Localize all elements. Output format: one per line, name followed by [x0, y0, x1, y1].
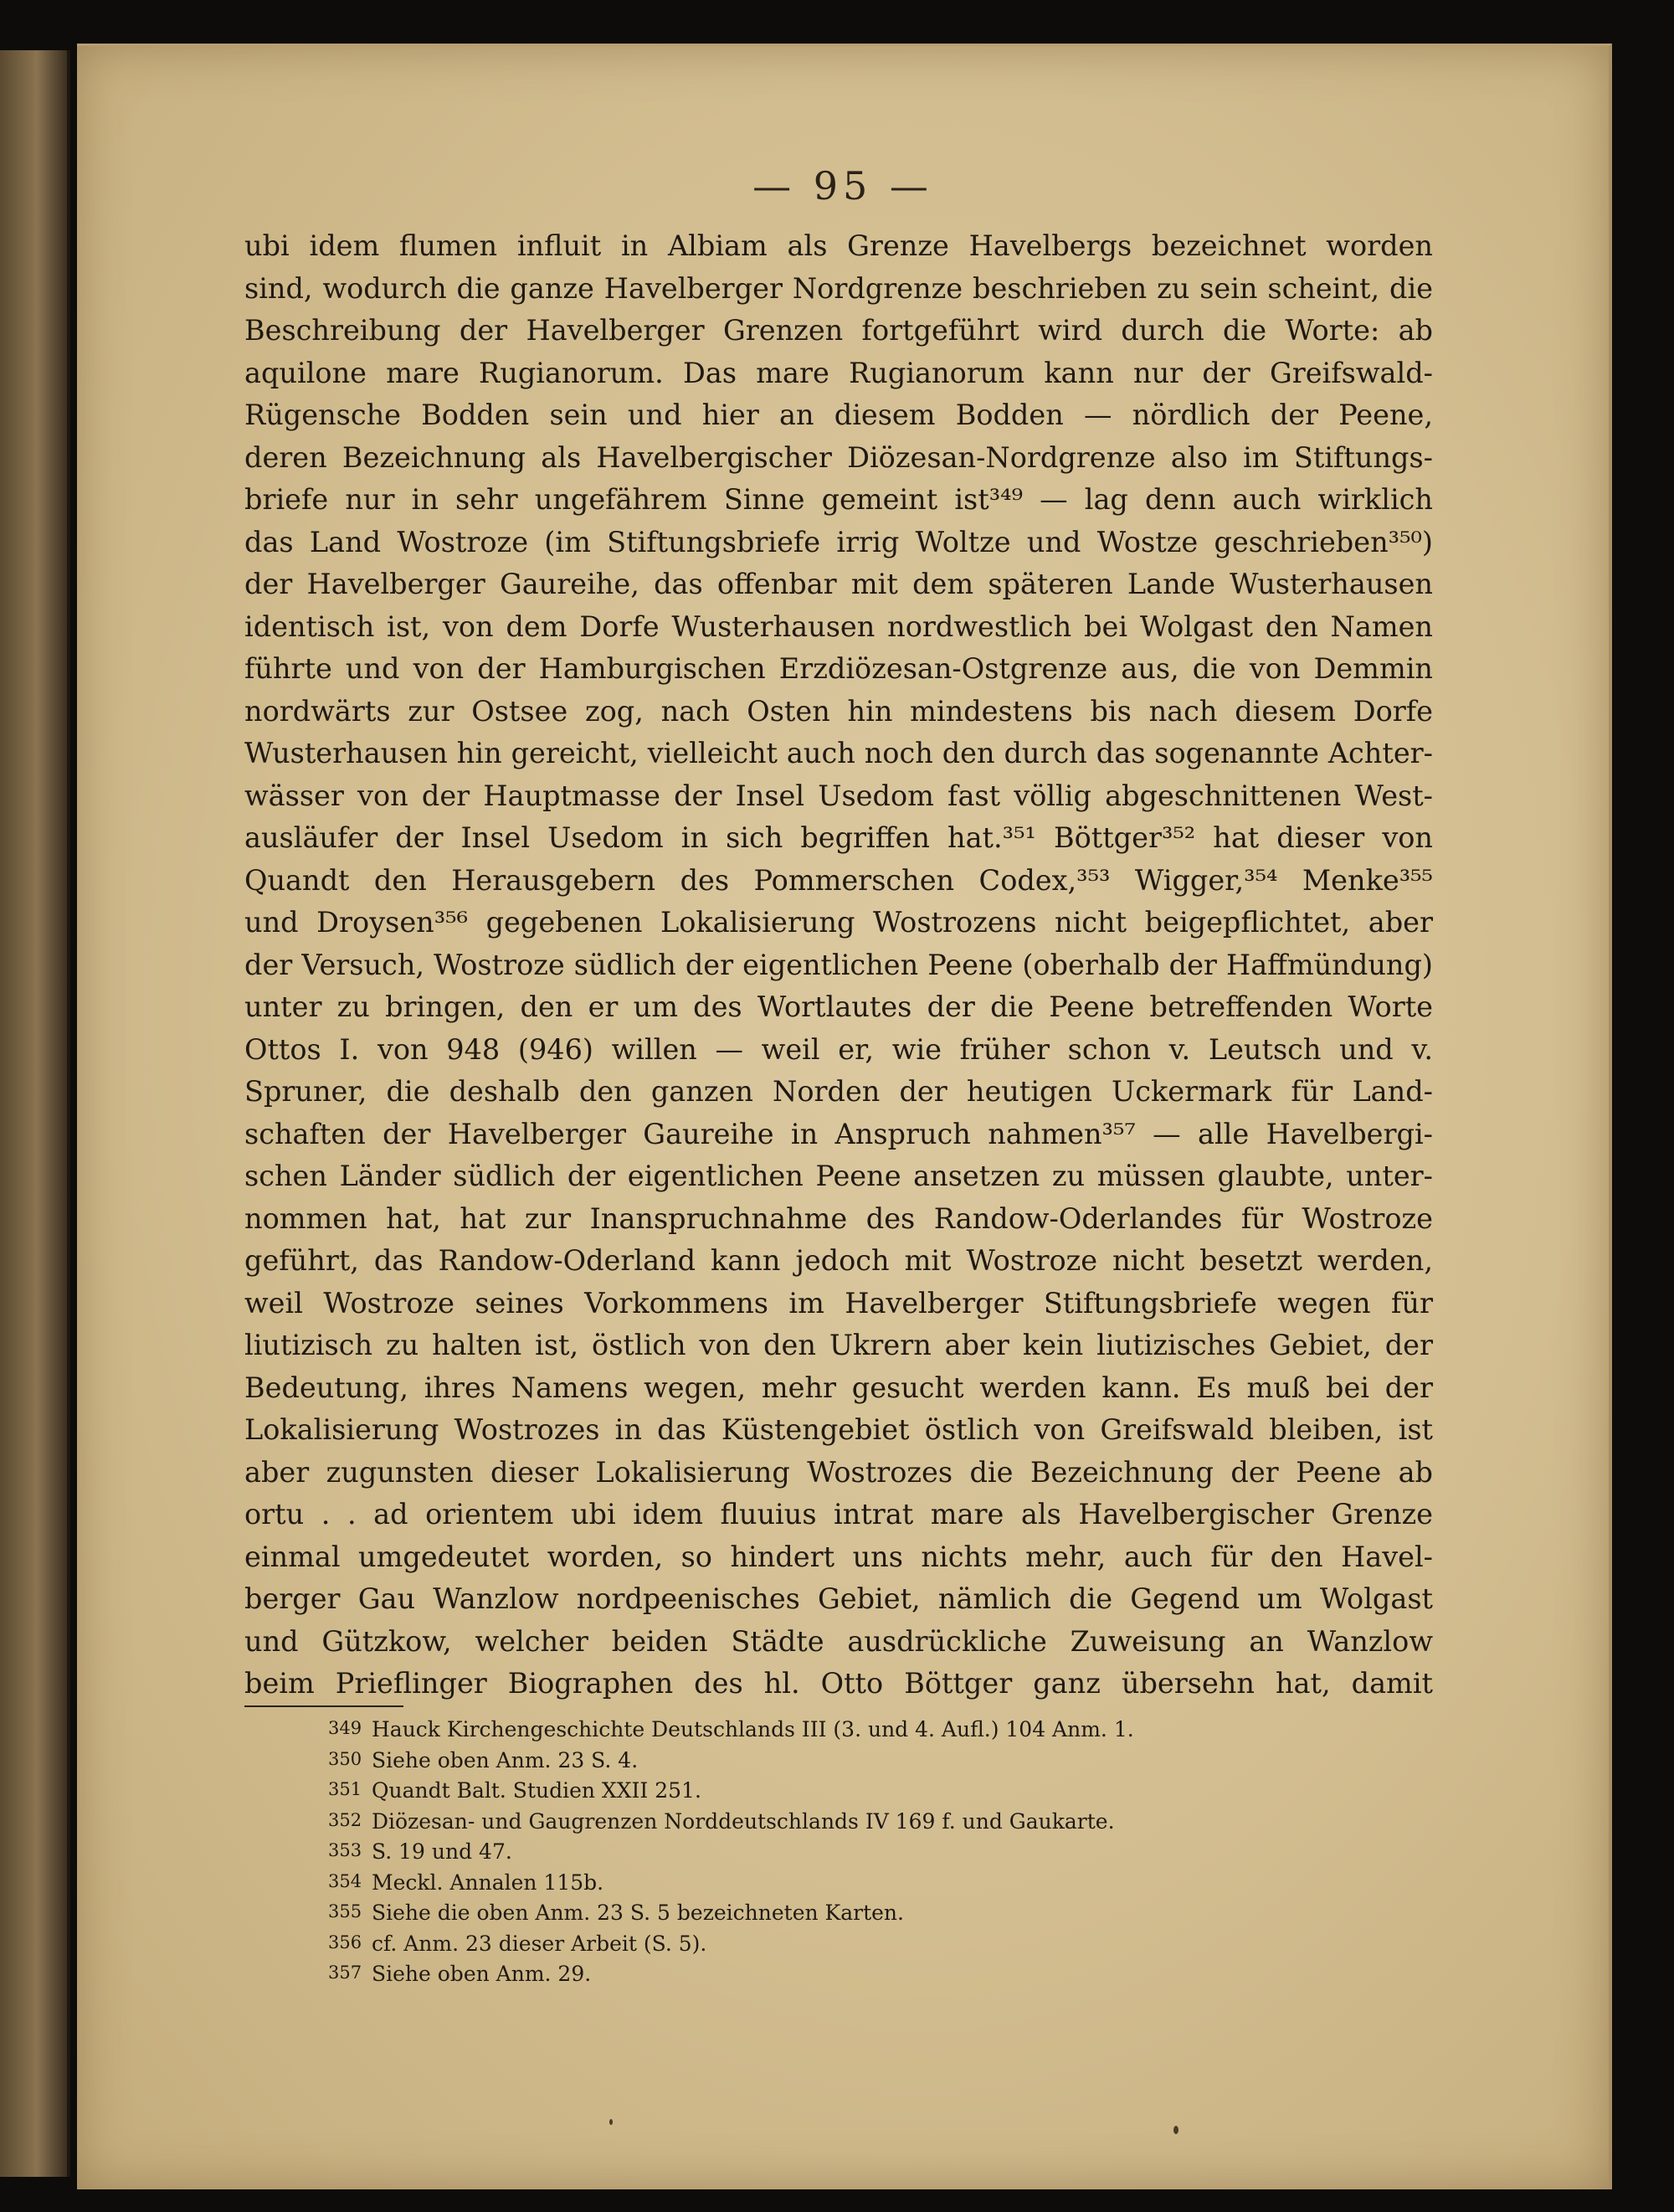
text-line: briefe nur in sehr ungefährem Sinne gemeint ist³⁴⁹ — lag denn auch wirklich	[244, 483, 1433, 516]
text-line: weil Wostroze seines Vorkommens im Havelberger Stiftungsbriefe wegen für	[244, 1286, 1433, 1319]
text-line: ortu . . ad orientem ubi idem fluuius intrat mare als Havelbergischer Grenze	[244, 1498, 1433, 1530]
text-line: nommen hat, hat zur Inanspruchnahme des Randow-Oderlandes für Wostroze	[244, 1201, 1433, 1235]
text-line: sind, wodurch die ganze Havelberger Nordgrenze beschrieben zu sein scheint, die	[244, 271, 1433, 305]
text-line: identisch ist, von dem Dorfe Wusterhausen nordwestlich bei Wolgast den Namen	[244, 610, 1433, 643]
text-line: Wusterhausen hin gereicht, vielleicht auch noch den durch das sogenannte Achter-	[244, 737, 1433, 769]
text-line: und Gützkow, welcher beiden Städte ausdrückliche Zuweisung an Wanzlow	[244, 1624, 1433, 1658]
ink-speck	[1173, 2126, 1178, 2134]
text-line: liutizisch zu halten ist, östlich von den Ukrern aber kein liutizisches Gebiet, der	[244, 1329, 1433, 1361]
text-line: schen Länder südlich der eigentlichen Peene ansetzen zu müssen glaubte, unter-	[244, 1160, 1433, 1192]
left-page-edge	[0, 50, 70, 2177]
text-line: geführt, das Randow-Oderland kann jedoch mit Wostroze nicht besetzt werden,	[244, 1244, 1433, 1277]
footnote-text: Siehe oben Anm. 29.	[372, 1962, 592, 1986]
footnote-number: 349	[328, 1718, 362, 1738]
text-line: Lokalisierung Wostrozes in das Küstengebiet östlich von Greifswald bleiben, ist	[244, 1413, 1433, 1446]
footnote-number: 350	[328, 1748, 362, 1769]
text-line: Ottos I. von 948 (946) willen — weil er, wie früher schon v. Leutsch und v.	[244, 1032, 1433, 1066]
text-line: ausläufer der Insel Usedom in sich begriffen hat.³⁵¹ Böttger³⁵² hat dieser von	[244, 821, 1433, 854]
footnote-text: Hauck Kirchengeschichte Deutschlands III (3. und 4. Aufl.) 104 Anm. 1.	[372, 1717, 1134, 1741]
text-line: aber zugunsten dieser Lokalisierung Wostrozes die Bezeichnung der Peene ab	[244, 1455, 1433, 1489]
text-line: einmal umgedeutet worden, so hindert uns nichts mehr, auch für den Havel-	[244, 1540, 1433, 1573]
text-line: führte und von der Hamburgischen Erzdiözesan-Ostgrenze aus, die von Demmin	[244, 652, 1433, 685]
text-line: unter zu bringen, den er um des Wortlautes der die Peene betreffenden Worte	[244, 990, 1433, 1023]
text-line: aquilone mare Rugianorum. Das mare Rugianorum kann nur der Greifswald-	[244, 356, 1433, 389]
footnote-rule	[244, 1705, 403, 1707]
text-line: der Havelberger Gaureihe, das offenbar mit dem späteren Lande Wusterhausen	[244, 568, 1433, 600]
page-number: — 95 —	[752, 163, 933, 208]
text-line: wässer von der Hauptmasse der Insel Usedom fast völlig abgeschnittenen West-	[244, 779, 1433, 812]
footnote	[328, 1775, 1416, 1806]
footnote-number: 356	[328, 1932, 362, 1952]
footnote	[328, 1928, 1416, 1959]
footnote	[328, 1958, 1416, 1989]
text-line: Quandt den Herausgebern des Pommerschen Codex,³⁵³ Wigger,³⁵⁴ Menke³⁵⁵	[244, 863, 1433, 897]
text-line: schaften der Havelberger Gaureihe in Anspruch nahmen³⁵⁷ — alle Havelbergi-	[244, 1117, 1433, 1150]
text-line: berger Gau Wanzlow nordpeenisches Gebiet, nämlich die Gegend um Wolgast	[244, 1582, 1433, 1615]
book-page	[77, 44, 1612, 2189]
footnote-text: cf. Anm. 23 dieser Arbeit (S. 5).	[372, 1931, 707, 1956]
footnote	[328, 1806, 1416, 1837]
footnote	[328, 1714, 1416, 1745]
text-line: Bedeutung, ihres Namens wegen, mehr gesucht werden kann. Es muß bei der	[244, 1371, 1433, 1404]
text-line: Rügensche Bodden sein und hier an diesem Bodden — nördlich der Peene,	[244, 399, 1433, 431]
footnote-number: 357	[328, 1963, 362, 1983]
text-line: und Droysen³⁵⁶ gegebenen Lokalisierung Wostrozens nicht beigepflichtet, aber	[244, 906, 1433, 939]
footnote-text: S. 19 und 47.	[372, 1839, 512, 1864]
footnote	[328, 1867, 1416, 1898]
footnote-number: 352	[328, 1809, 362, 1830]
text-line: Spruner, die deshalb den ganzen Norden der heutigen Uckermark für Land-	[244, 1075, 1433, 1108]
text-line: der Versuch, Wostroze südlich der eigentlichen Peene (oberhalb der Haffmündung)	[244, 948, 1433, 981]
footnote-number: 354	[328, 1870, 362, 1891]
ink-speck	[609, 2119, 613, 2125]
text-line: beim Prieflinger Biographen des hl. Otto Böttger ganz übersehn hat, damit	[244, 1667, 1433, 1700]
footnote-text: Meckl. Annalen 115b.	[372, 1870, 604, 1895]
footnote-text: Siehe die oben Anm. 23 S. 5 bezeichneten Karten.	[372, 1901, 904, 1925]
text-line: das Land Wostroze (im Stiftungsbriefe irrig Woltze und Wostze geschrieben³⁵⁰)	[244, 525, 1433, 558]
footnote	[328, 1897, 1416, 1928]
footnote-number: 351	[328, 1779, 362, 1799]
body-text	[244, 225, 1433, 1705]
footnote-text: Diözesan- und Gaugrenzen Norddeutschlands IV 169 f. und Gaukarte.	[372, 1808, 1115, 1834]
footnote-text: Quandt Balt. Studien XXII 251.	[372, 1778, 701, 1803]
footnote-number: 353	[328, 1840, 362, 1860]
footnote-number: 355	[328, 1901, 362, 1921]
text-line: nordwärts zur Ostsee zog, nach Osten hin mindestens bis nach diesem Dorfe	[244, 694, 1433, 728]
footnote-text: Siehe oben Anm. 23 S. 4.	[372, 1747, 639, 1772]
text-line: deren Bezeichnung als Havelbergischer Diözesan-Nordgrenze also im Stiftungs-	[244, 440, 1433, 474]
text-line: Beschreibung der Havelberger Grenzen fortgeführt wird durch die Worte: ab	[244, 314, 1433, 347]
text-line: ubi idem flumen influit in Albiam als Grenze Havelbergs bezeichnet worden	[244, 229, 1433, 262]
footnote	[328, 1745, 1416, 1776]
footnotes	[328, 1714, 1416, 1989]
footnote	[328, 1836, 1416, 1867]
